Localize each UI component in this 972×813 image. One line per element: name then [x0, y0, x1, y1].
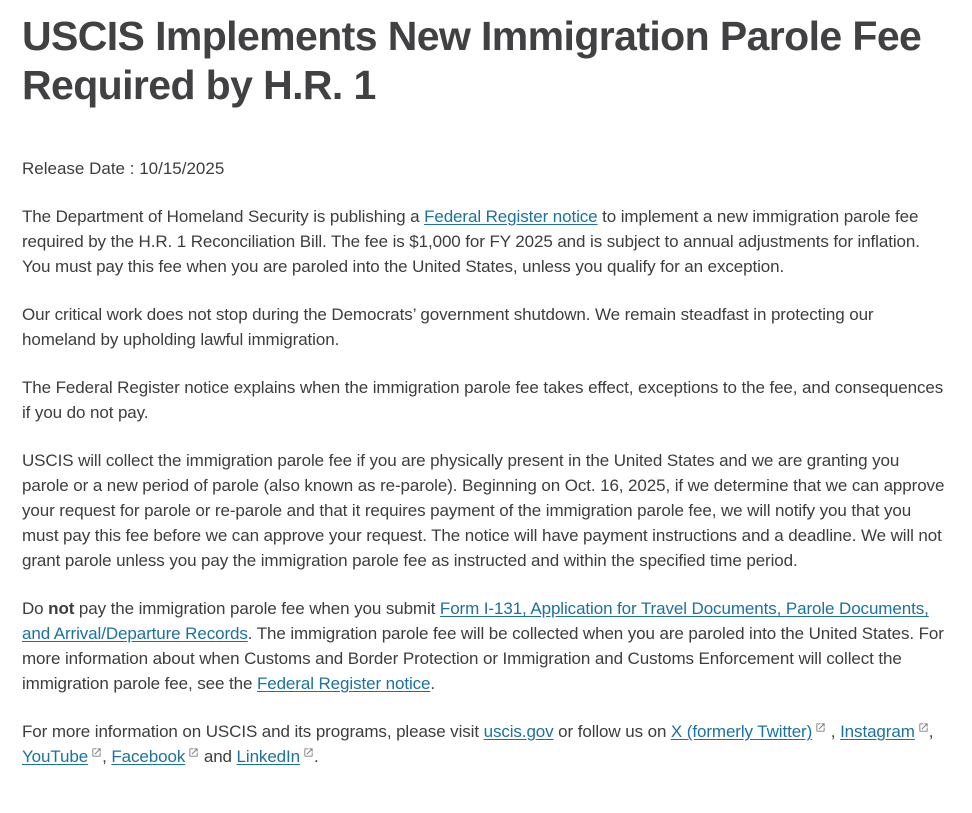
paragraph-notice-explains: [22, 375, 950, 425]
form-i-131-link[interactable]: Form I-131, Application for Travel Documents, Parole Documents, and Arrival/Departure Records: [22, 599, 929, 643]
external-link-icon: [303, 747, 314, 758]
release-date-value: 10/15/2025: [139, 159, 225, 178]
federal-register-notice-link[interactable]: Federal Register notice: [424, 207, 598, 226]
text-run: and: [199, 747, 237, 766]
text-run: Do: [22, 599, 49, 618]
linkedin-link[interactable]: LinkedIn: [236, 747, 301, 766]
text-run: ,: [928, 722, 934, 741]
text-run: Our critical work does not stop during the Democrats’ government shutdown. We remain steadfast in protecting our homeland by upholding lawful immigration.: [22, 305, 874, 349]
paragraph-more-information: [22, 719, 950, 769]
instagram-link[interactable]: Instagram: [840, 722, 915, 741]
uscis-gov-link[interactable]: uscis.gov: [483, 722, 554, 741]
text-run: ,: [826, 722, 841, 741]
paragraph-do-not-pay: [22, 596, 950, 696]
federal-register-notice-link-2[interactable]: Federal Register notice: [256, 674, 431, 693]
text-run: USCIS will collect the immigration parole fee if you are physically present in the United States and we are granting you parole or a new period of parole (also known as re-parole). Beginning on Oct. 16, 2025, if we determine that we can approve your request for parole or re-parole and that it requires payment of the immigration parole fee, we will notify you that you must pay this fee before we can approve your request. The notice will have payment instructions and a deadline. We will not grant parole unless you pay the immigration parole fee as instructed and within the specified time period.: [22, 451, 945, 570]
x-formerly-twitter-link[interactable]: X (formerly Twitter): [670, 722, 813, 741]
text-run: ,: [102, 747, 112, 766]
external-link-icon: [918, 722, 929, 733]
external-link-icon: [188, 747, 199, 758]
page-title: USCIS Implements New Immigration Parole Fee Required by H.R. 1: [22, 13, 922, 108]
youtube-link[interactable]: YouTube: [22, 747, 89, 766]
text-run: .: [430, 674, 436, 693]
text-run: or follow us on: [553, 722, 671, 741]
paragraph-collection-details: [22, 448, 950, 573]
text-run: to implement a new immigration parole fee required by the H.R. 1 Reconciliation Bill. The fee is $1,000 for FY 2025 and is subject to annual adjustments for inflation. You must pay this fee when you are paroled into the United States, unless you qualify for an exception.: [22, 207, 920, 276]
text-run: The Federal Register notice explains when the immigration parole fee takes effect, exceptions to the fee, and consequences if you do not pay.: [22, 378, 944, 422]
release-date: [22, 156, 950, 181]
paragraph-critical-work: [22, 302, 950, 352]
external-link-icon: [815, 722, 826, 733]
text-run: pay the immigration parole fee when you submit: [74, 599, 440, 618]
external-link-icon: [91, 747, 102, 758]
text-run: The Department of Homeland Security is publishing a: [22, 207, 425, 226]
bold-text: not: [48, 599, 75, 618]
article-body: [22, 204, 950, 769]
facebook-link[interactable]: Facebook: [111, 747, 186, 766]
text-run: .: [314, 747, 319, 766]
text-run: For more information on USCIS and its programs, please visit: [22, 722, 484, 741]
release-date-label: Release Date :: [22, 159, 135, 178]
paragraph-federal-register-intro: [22, 204, 950, 279]
text-run: . The immigration parole fee will be collected when you are paroled into the United States. For more information about when Customs and Border Protection or Immigration and Customs Enforcement will collect the immigration parole fee, see the: [22, 624, 944, 693]
